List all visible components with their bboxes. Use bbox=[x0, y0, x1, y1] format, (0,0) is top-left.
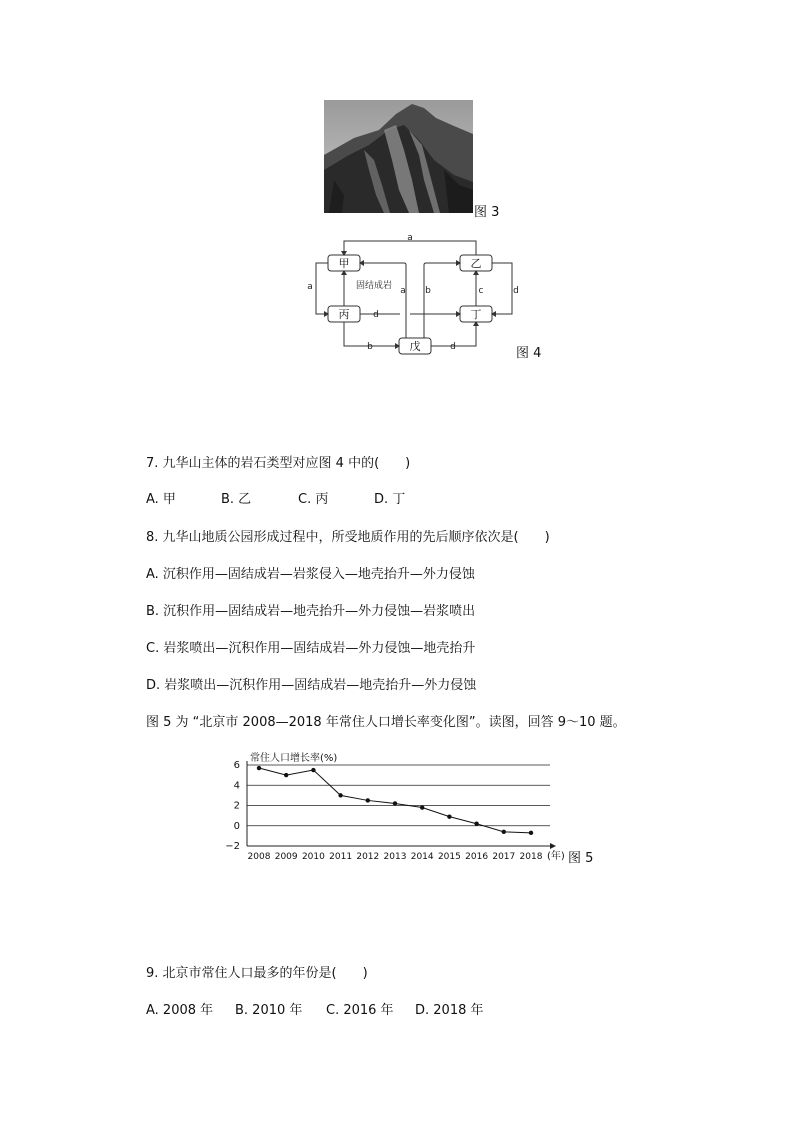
y-tick-label: 2 bbox=[233, 800, 240, 812]
y-tick-label: 0 bbox=[233, 820, 240, 832]
label-jia: 甲 bbox=[338, 257, 350, 270]
label-b-mid: b bbox=[425, 286, 431, 296]
mountain-photo bbox=[324, 100, 473, 213]
data-point bbox=[474, 822, 478, 826]
data-point bbox=[447, 814, 451, 818]
label-b-bottom: b bbox=[367, 342, 373, 352]
question-9-stem: 9. 北京市常住人口最多的年份是( ) bbox=[146, 966, 368, 981]
label-d-right: d bbox=[513, 286, 519, 296]
rock-cycle-diagram bbox=[300, 225, 530, 360]
option-b[interactable]: B. 2010 年 bbox=[235, 1003, 303, 1018]
chart-ylabel: 常住人口增长率(%) bbox=[250, 753, 338, 764]
chart-xlabel: (年) bbox=[547, 851, 565, 862]
figure5-intro: 图 5 为 “北京市 2008—2018 年常住人口增长率变化图”。读图，回答 9～10 题。 bbox=[146, 715, 626, 730]
x-tick-label: 2010 bbox=[301, 852, 325, 862]
option-d[interactable]: D. 2018 年 bbox=[415, 1003, 484, 1018]
chart-xticks bbox=[248, 852, 543, 862]
x-tick-label: 2016 bbox=[465, 852, 489, 862]
x-tick-label: 2013 bbox=[383, 852, 407, 862]
figure4-caption: 图 4 bbox=[516, 346, 542, 361]
data-point bbox=[393, 801, 397, 805]
data-point bbox=[502, 830, 506, 834]
question-8-option-c[interactable]: C. 岩浆喷出—沉积作用—固结成岩—外力侵蚀—地壳抬升 bbox=[146, 641, 476, 656]
label-bing: 丙 bbox=[338, 308, 350, 321]
label-yi: 乙 bbox=[470, 257, 482, 270]
label-d-bottom: d bbox=[450, 342, 456, 352]
x-tick-label: 2018 bbox=[519, 852, 543, 862]
x-tick-label: 2009 bbox=[274, 852, 298, 862]
option-c[interactable]: C. 丙 bbox=[298, 492, 329, 507]
y-tick-label: −2 bbox=[225, 841, 240, 852]
chart-points bbox=[257, 766, 533, 835]
data-point bbox=[284, 773, 288, 777]
data-point bbox=[257, 766, 261, 770]
y-tick-label: 6 bbox=[233, 760, 240, 771]
label-c: c bbox=[478, 286, 484, 296]
arrow-a-left bbox=[316, 263, 328, 314]
question-8-option-a[interactable]: A. 沉积作用—固结成岩—岩浆侵入—地壳抬升—外力侵蚀 bbox=[146, 567, 475, 582]
figure3-caption: 图 3 bbox=[474, 205, 500, 220]
option-b[interactable]: B. 乙 bbox=[221, 492, 252, 507]
label-ding: 丁 bbox=[470, 308, 482, 321]
label-a-mid: a bbox=[400, 286, 406, 296]
arrow-b-vertical bbox=[424, 263, 460, 338]
question-8-option-b[interactable]: B. 沉积作用—固结成岩—地壳抬升—外力侵蚀—岩浆喷出 bbox=[146, 604, 476, 619]
label-consolidation: 固结成岩 bbox=[355, 281, 393, 291]
arrow-a-vertical bbox=[360, 263, 406, 338]
question-8-stem: 8. 九华山地质公园形成过程中，所受地质作用的先后顺序依次是( ) bbox=[146, 530, 550, 545]
series-line bbox=[259, 768, 531, 833]
label-a-left: a bbox=[307, 282, 313, 292]
population-growth-chart bbox=[225, 745, 570, 865]
data-point bbox=[366, 798, 370, 802]
data-point bbox=[529, 831, 533, 835]
arrow-a-top bbox=[344, 241, 476, 255]
option-a[interactable]: A. 甲 bbox=[146, 492, 176, 507]
question-8-option-d[interactable]: D. 岩浆喷出—沉积作用—固结成岩—地壳抬升—外力侵蚀 bbox=[146, 678, 477, 693]
arrow-d-right bbox=[492, 263, 512, 314]
x-tick-label: 2011 bbox=[329, 852, 353, 862]
x-tick-label: 2008 bbox=[247, 852, 271, 862]
mountain-photo-drawing bbox=[324, 100, 473, 213]
x-axis-arrow bbox=[550, 843, 556, 849]
x-tick-label: 2017 bbox=[492, 852, 516, 862]
question-9-options bbox=[146, 999, 484, 1018]
figure5-caption: 图 5 bbox=[568, 851, 594, 866]
label-a-top: a bbox=[407, 233, 413, 243]
data-point bbox=[311, 768, 315, 772]
option-d[interactable]: D. 丁 bbox=[374, 492, 406, 507]
option-a[interactable]: A. 2008 年 bbox=[146, 1003, 214, 1018]
x-tick-label: 2012 bbox=[356, 852, 380, 862]
x-tick-label: 2015 bbox=[437, 852, 461, 862]
option-c[interactable]: C. 2016 年 bbox=[326, 1003, 394, 1018]
x-tick-label: 2014 bbox=[410, 852, 434, 862]
question-7-options bbox=[146, 488, 405, 507]
data-point bbox=[338, 793, 342, 797]
question-7-stem: 7. 九华山主体的岩石类型对应图 4 中的( ) bbox=[146, 456, 411, 471]
label-d-mid: d bbox=[373, 310, 379, 320]
data-point bbox=[420, 805, 424, 809]
label-wu: 戊 bbox=[409, 340, 421, 353]
chart-yticks bbox=[225, 760, 240, 852]
y-tick-label: 4 bbox=[233, 780, 240, 792]
